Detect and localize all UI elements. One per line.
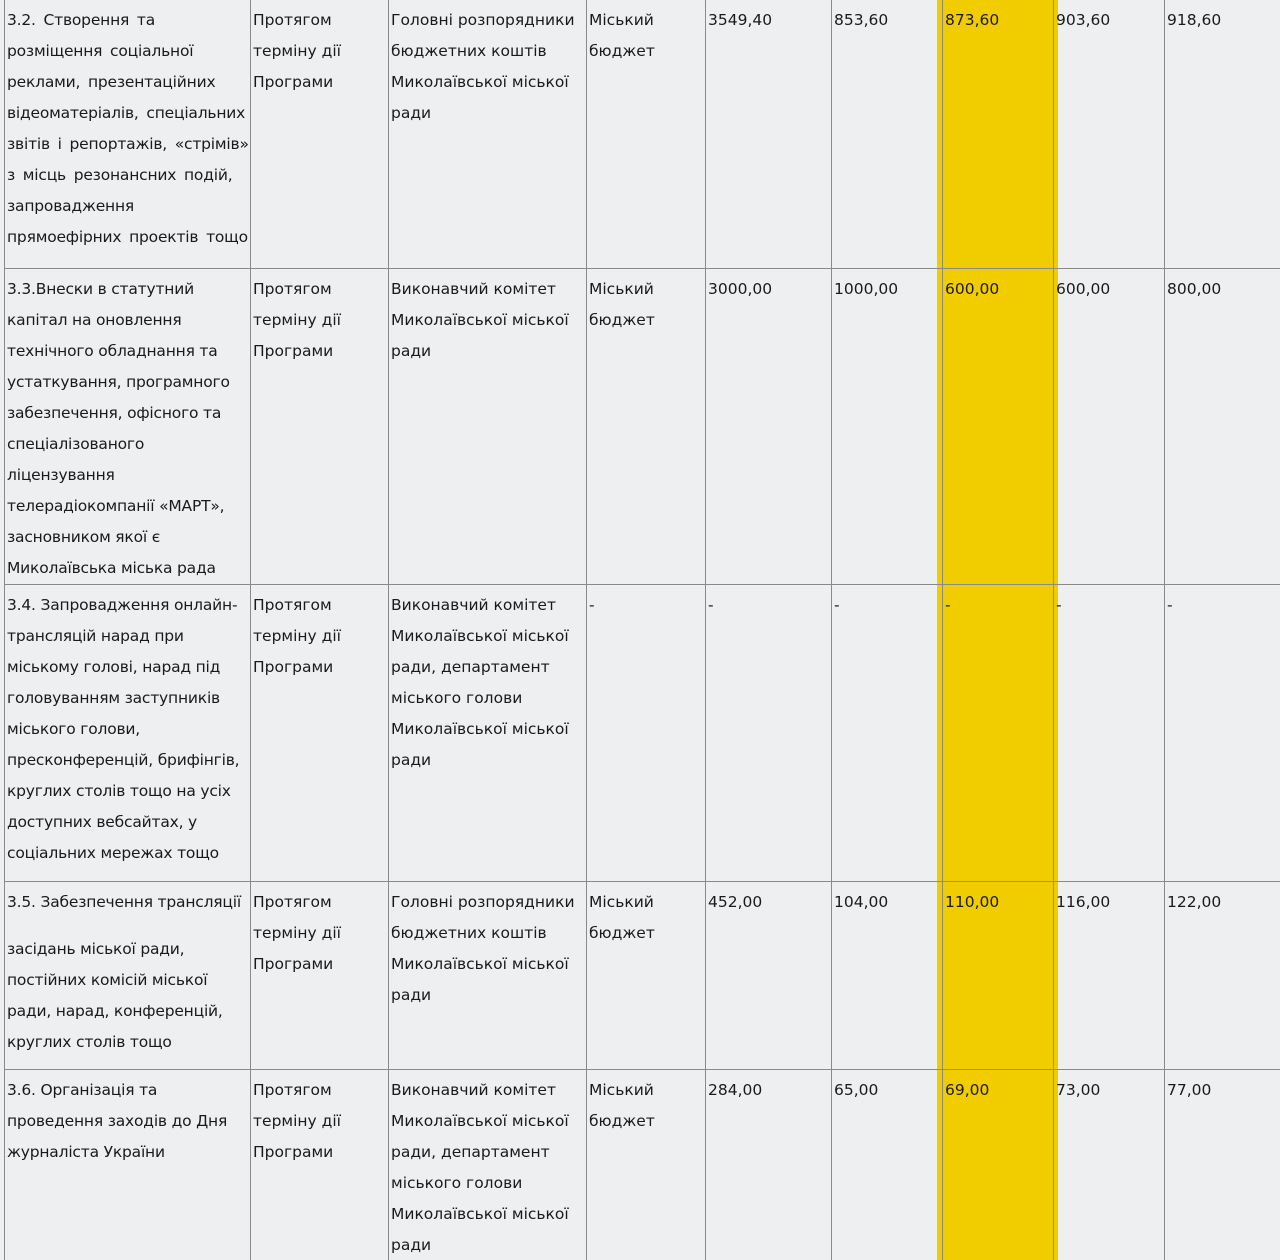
year2-cell: 69,00 [943, 1069, 1054, 1260]
year1-cell: - [832, 584, 943, 881]
measure-name-cell: 3.4. Запровадження онлайн-трансляцій нарад при міському голові, нарад під головуванням заступників міського голови, пресконференцій, брифінгів, круглих столів тощо на усіх доступних вебсайтах, у соціальних мережах тощо [5, 584, 251, 881]
year4-cell: 77,00 [1165, 1069, 1280, 1260]
source-cell: Міський бюджет [587, 268, 706, 584]
source-cell: Міський бюджет [587, 881, 706, 1069]
table-row [5, 881, 1280, 1069]
term-cell: Протягом терміну дії Програми [251, 881, 389, 1069]
program-table [4, 0, 1280, 1260]
source-cell: Міський бюджет [587, 1069, 706, 1260]
table-row [5, 0, 1280, 268]
year2-cell: - [943, 584, 1054, 881]
year3-cell: - [1054, 584, 1165, 881]
year2-cell: 873,60 [943, 0, 1054, 268]
term-cell: Протягом терміну дії Програми [251, 268, 389, 584]
measure-name-first-line: 3.5. Забезпечення трансляції [7, 892, 241, 911]
table-row [5, 1069, 1280, 1260]
executor-cell: Виконавчий комітет Миколаївської міської ради [389, 268, 587, 584]
year1-cell: 104,00 [832, 881, 943, 1069]
executor-cell: Виконавчий комітет Миколаївської міської ради, департамент міського голови Миколаївської міської ради [389, 1069, 587, 1260]
table-row [5, 268, 1280, 584]
year4-cell: 122,00 [1165, 881, 1280, 1069]
measure-name-cell: 3.2. Створення та розміщення соціальної реклами, презентаційних відеоматеріалів, спеціальних звітів і репортажів, «стрімів» з місць резонансних подій, запровадження прямоефірних проектів тощо [5, 0, 251, 268]
executor-cell: Головні розпорядники бюджетних коштів Миколаївської міської ради [389, 0, 587, 268]
year2-cell: 600,00 [943, 268, 1054, 584]
measure-name-cell [5, 881, 251, 1069]
year1-cell: 65,00 [832, 1069, 943, 1260]
source-cell: - [587, 584, 706, 881]
year4-cell: 800,00 [1165, 268, 1280, 584]
total-cell: 3000,00 [706, 268, 832, 584]
measure-name-cell: 3.6. Організація та проведення заходів до Дня журналіста України [5, 1069, 251, 1260]
year3-cell: 73,00 [1054, 1069, 1165, 1260]
executor-cell: Виконавчий комітет Миколаївської міської ради, департамент міського голови Миколаївської міської ради [389, 584, 587, 881]
source-cell: Міський бюджет [587, 0, 706, 268]
year1-cell: 1000,00 [832, 268, 943, 584]
year3-cell: 600,00 [1054, 268, 1165, 584]
year3-cell: 116,00 [1054, 881, 1165, 1069]
year1-cell: 853,60 [832, 0, 943, 268]
total-cell: - [706, 584, 832, 881]
term-cell: Протягом терміну дії Програми [251, 0, 389, 268]
year4-cell: 918,60 [1165, 0, 1280, 268]
term-cell: Протягом терміну дії Програми [251, 1069, 389, 1260]
year3-cell: 903,60 [1054, 0, 1165, 268]
executor-cell: Головні розпорядники бюджетних коштів Миколаївської міської ради [389, 881, 587, 1069]
year2-cell: 110,00 [943, 881, 1054, 1069]
table-row [5, 584, 1280, 881]
total-cell: 452,00 [706, 881, 832, 1069]
measure-name-rest: засідань міської ради, постійних комісій міської ради, нарад, конференцій, круглих столів тощо [7, 939, 223, 1051]
year4-cell: - [1165, 584, 1280, 881]
term-cell: Протягом терміну дії Програми [251, 584, 389, 881]
total-cell: 284,00 [706, 1069, 832, 1260]
measure-name-cell: 3.3.Внески в статутний капітал на оновлення технічного обладнання та устаткування, програмного забезпечення, офісного та спеціалізованого ліцензування телерадіокомпанії «МАРТ», засновником якої є Миколаївська міська рада [5, 268, 251, 584]
total-cell: 3549,40 [706, 0, 832, 268]
